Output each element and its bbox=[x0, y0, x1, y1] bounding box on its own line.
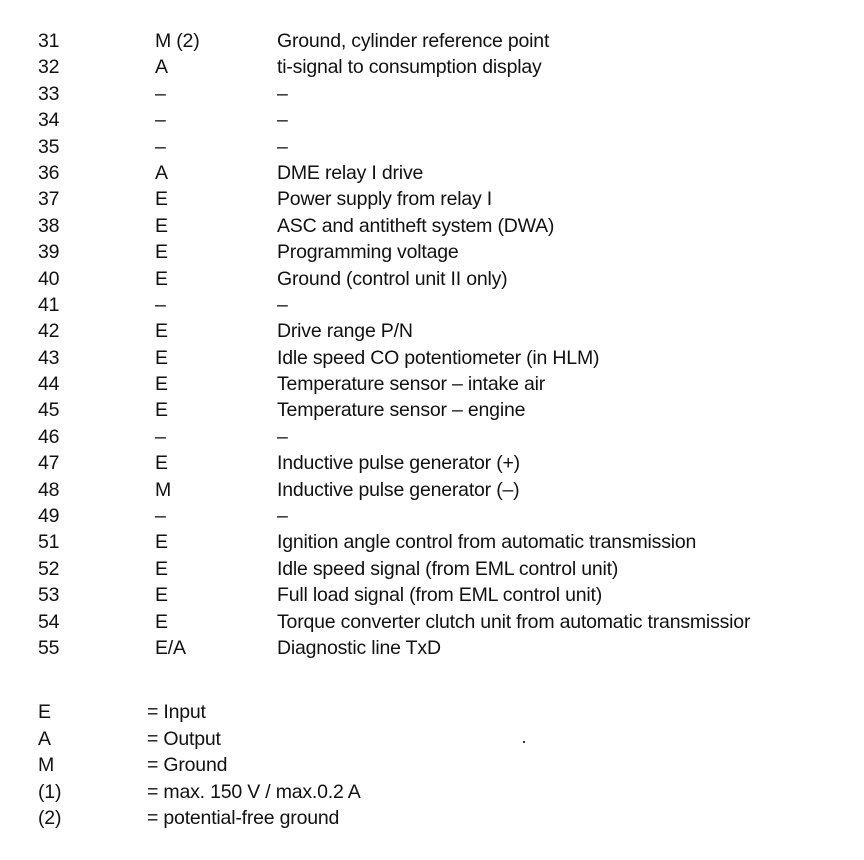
signal-type: E bbox=[155, 610, 168, 633]
signal-type: E bbox=[155, 584, 168, 607]
signal-type: E bbox=[155, 320, 168, 343]
pin-description: Ground, cylinder reference point bbox=[277, 30, 550, 52]
pin-description: DME relay I drive bbox=[277, 161, 424, 184]
legend-item bbox=[38, 779, 538, 806]
signal-type: – bbox=[155, 293, 166, 316]
signal-type: M bbox=[155, 478, 172, 501]
pin-description: – bbox=[277, 293, 288, 316]
pin-description: – bbox=[277, 425, 288, 448]
table-row bbox=[38, 503, 858, 529]
table-row bbox=[38, 582, 858, 608]
legend-item bbox=[38, 752, 538, 779]
legend-key: (2) bbox=[38, 807, 62, 830]
pin-description: – bbox=[277, 82, 288, 105]
pin-description: – bbox=[277, 505, 288, 528]
pin-description: Inductive pulse generator (+) bbox=[277, 452, 520, 475]
table-row bbox=[38, 450, 858, 476]
legend-key: (1) bbox=[38, 780, 62, 803]
table-row bbox=[38, 239, 858, 265]
pin-number: 54 bbox=[38, 610, 60, 633]
pin-number: 51 bbox=[38, 531, 60, 554]
signal-type: E bbox=[155, 214, 168, 237]
table-row bbox=[38, 529, 858, 555]
signal-type: E bbox=[155, 346, 168, 369]
table-row bbox=[38, 371, 858, 397]
pin-number: 53 bbox=[38, 584, 60, 607]
table-row bbox=[38, 635, 858, 661]
signal-type: A bbox=[155, 56, 168, 79]
pin-number: 55 bbox=[38, 636, 60, 659]
signal-type: E bbox=[155, 373, 168, 396]
legend-meaning: = max. 150 V / max.0.2 A bbox=[147, 780, 361, 803]
pin-number: 41 bbox=[38, 293, 60, 316]
legend-item bbox=[38, 805, 538, 832]
pin-number: 37 bbox=[38, 188, 60, 211]
pin-description: Idle speed CO potentiometer (in HLM) bbox=[277, 346, 600, 369]
signal-type: E bbox=[155, 531, 168, 554]
table-row bbox=[38, 477, 858, 503]
pin-number: 43 bbox=[38, 346, 60, 369]
signal-type: – bbox=[155, 425, 166, 448]
scan-speck bbox=[523, 741, 525, 743]
table-row bbox=[38, 134, 858, 160]
legend-meaning: = Ground bbox=[147, 754, 228, 777]
pin-number: 47 bbox=[38, 452, 60, 475]
signal-type: E bbox=[155, 557, 168, 580]
pin-assignment-table bbox=[38, 28, 858, 661]
signal-type: – bbox=[155, 135, 166, 158]
pin-number: 31 bbox=[38, 30, 60, 52]
legend-item bbox=[38, 699, 538, 726]
signal-type: E bbox=[155, 267, 168, 290]
pin-number: 34 bbox=[38, 109, 60, 132]
signal-type: E/A bbox=[155, 636, 186, 659]
signal-type: – bbox=[155, 82, 166, 105]
pin-number: 35 bbox=[38, 135, 60, 158]
pin-number: 32 bbox=[38, 56, 60, 79]
table-row bbox=[38, 81, 858, 107]
pin-description: ti-signal to consumption display bbox=[277, 56, 542, 79]
legend-meaning: = Input bbox=[147, 701, 206, 723]
pin-number: 36 bbox=[38, 161, 60, 184]
pin-description: Torque converter clutch unit from automatic transmissior bbox=[277, 610, 751, 633]
pin-number: 39 bbox=[38, 241, 60, 264]
table-row bbox=[38, 28, 858, 54]
legend-key: E bbox=[38, 701, 51, 723]
pin-number: 52 bbox=[38, 557, 60, 580]
pin-number: 40 bbox=[38, 267, 60, 290]
pin-description: – bbox=[277, 109, 288, 132]
pin-description: Diagnostic line TxD bbox=[277, 636, 441, 659]
pin-description: – bbox=[277, 135, 288, 158]
table-row bbox=[38, 213, 858, 239]
pin-number: 33 bbox=[38, 82, 60, 105]
table-row bbox=[38, 266, 858, 292]
legend-item bbox=[38, 726, 538, 753]
signal-type: M (2) bbox=[155, 30, 200, 52]
table-row bbox=[38, 397, 858, 423]
table-row bbox=[38, 318, 858, 344]
pin-description: Full load signal (from EML control unit) bbox=[277, 584, 603, 607]
legend-key: A bbox=[38, 727, 51, 750]
signal-type: E bbox=[155, 452, 168, 475]
pin-description: Temperature sensor – intake air bbox=[277, 373, 546, 396]
table-row bbox=[38, 424, 858, 450]
signal-type: – bbox=[155, 109, 166, 132]
pin-description: Ignition angle control from automatic transmission bbox=[277, 531, 697, 554]
pin-description: Power supply from relay I bbox=[277, 188, 492, 211]
legend bbox=[38, 699, 538, 832]
pin-description: Programming voltage bbox=[277, 241, 459, 264]
table-row bbox=[38, 186, 858, 212]
legend-key: M bbox=[38, 754, 55, 777]
pin-number: 38 bbox=[38, 214, 60, 237]
pin-description: Ground (control unit II only) bbox=[277, 267, 508, 290]
table-row bbox=[38, 292, 858, 318]
signal-type: E bbox=[155, 188, 168, 211]
pin-number: 42 bbox=[38, 320, 60, 343]
signal-type: E bbox=[155, 399, 168, 422]
signal-type: – bbox=[155, 505, 166, 528]
legend-meaning: = potential-free ground bbox=[147, 807, 340, 830]
pin-number: 49 bbox=[38, 505, 60, 528]
signal-type: A bbox=[155, 161, 168, 184]
pin-number: 46 bbox=[38, 425, 60, 448]
table-row bbox=[38, 54, 858, 80]
legend-meaning: = Output bbox=[147, 727, 221, 750]
table-row bbox=[38, 556, 858, 582]
table-row bbox=[38, 160, 858, 186]
pin-number: 45 bbox=[38, 399, 60, 422]
pin-description: Drive range P/N bbox=[277, 320, 413, 343]
table-row bbox=[38, 107, 858, 133]
signal-type: E bbox=[155, 241, 168, 264]
table-row bbox=[38, 345, 858, 371]
table-row bbox=[38, 609, 858, 635]
pin-description: Idle speed signal (from EML control unit) bbox=[277, 557, 619, 580]
pin-description: Temperature sensor – engine bbox=[277, 399, 526, 422]
pin-number: 44 bbox=[38, 373, 60, 396]
pin-description: ASC and antitheft system (DWA) bbox=[277, 214, 555, 237]
pin-number: 48 bbox=[38, 478, 60, 501]
pin-description: Inductive pulse generator (–) bbox=[277, 478, 520, 501]
